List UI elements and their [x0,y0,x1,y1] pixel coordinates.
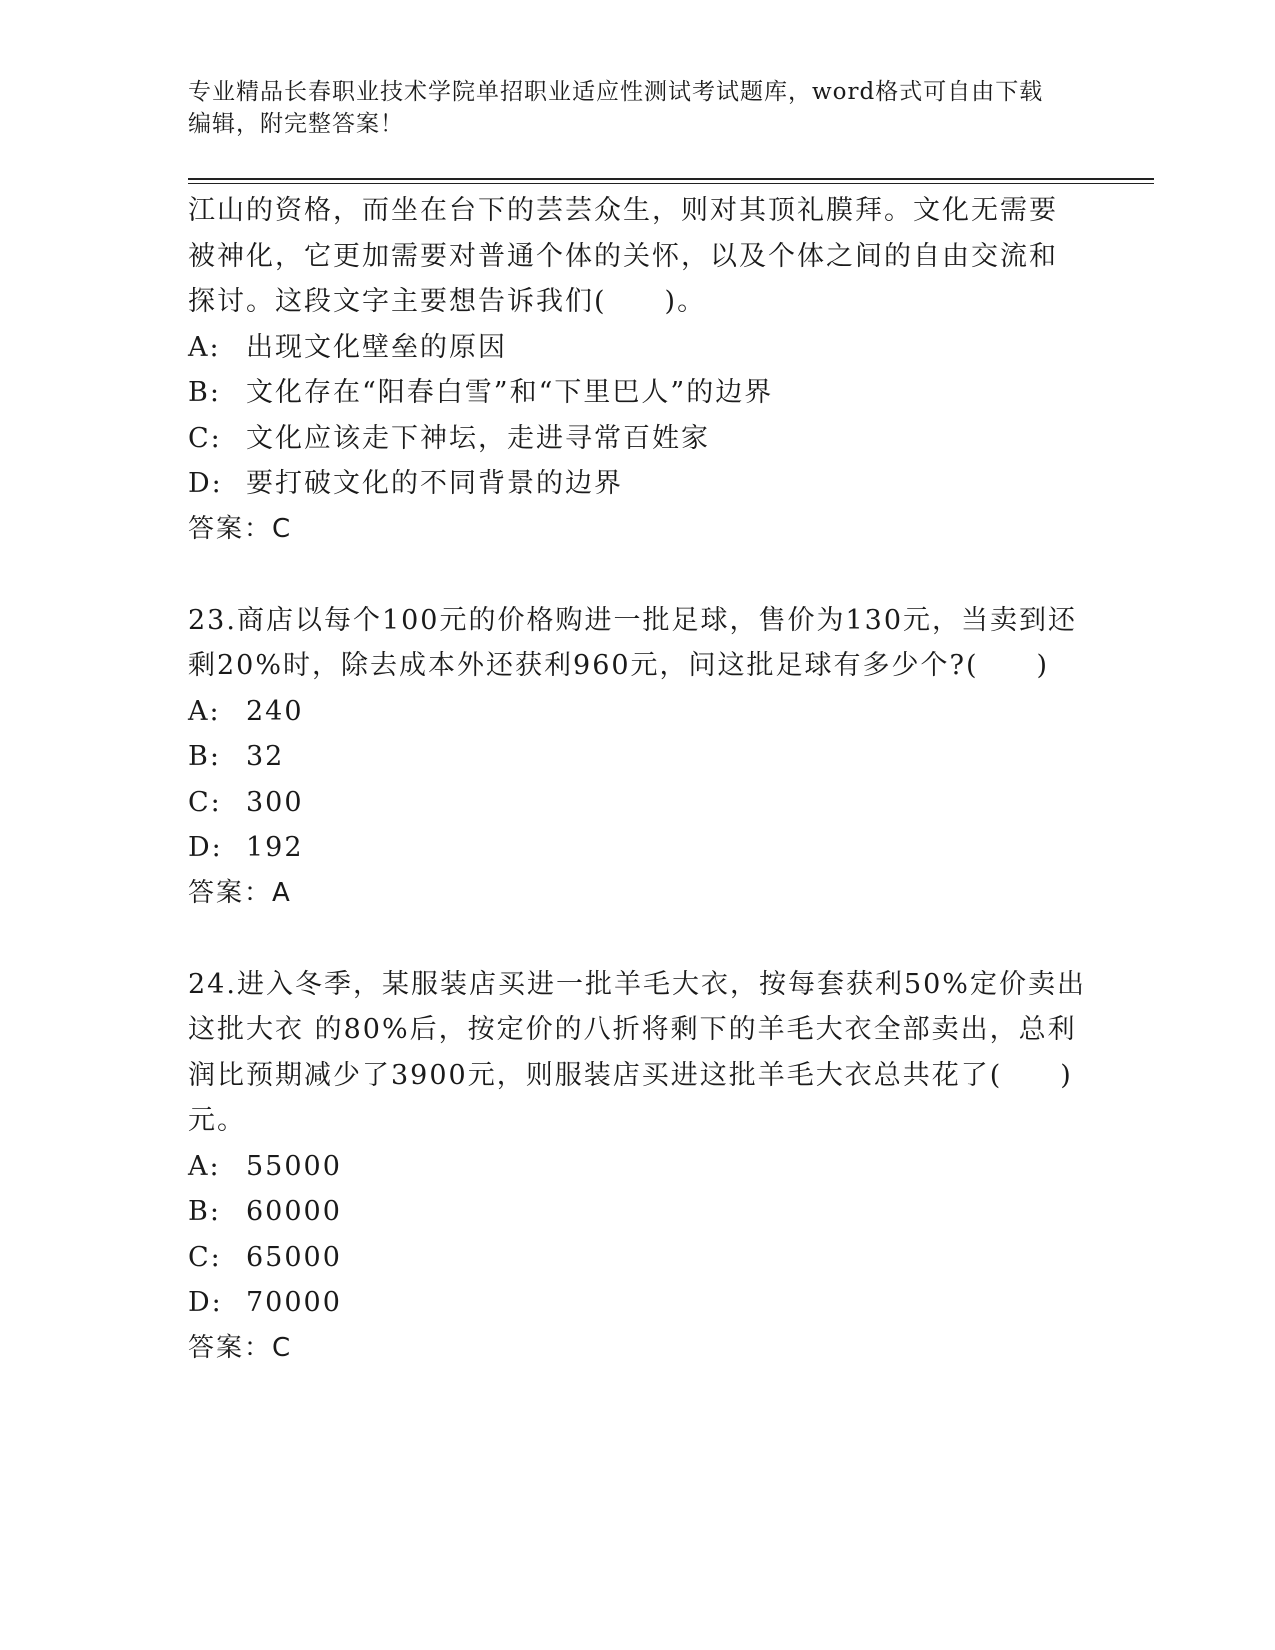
option-text: 240 [246,695,304,727]
option-letter: D: [188,832,223,863]
option-b [188,734,1088,780]
option-letter: C: [188,786,222,818]
question-content [188,188,1088,1371]
option-a [188,689,1088,735]
option-text: 出现文化壁垒的原因 [246,331,507,363]
question-text-line: 这批大衣 的80%后，按定价的八折将剩下的羊毛大衣全部卖出，总利 [188,1014,1077,1045]
option-d [188,461,1088,507]
page-header [188,76,1088,140]
option-b [188,370,1088,416]
answer-line: 答案：C [188,513,293,544]
option-letter: D: [188,468,223,499]
option-letter: C: [188,422,222,454]
question-text-line: 被神化，它更加需要对普通个体的关怀，以及个体之间的自由交流和 [188,240,1058,272]
option-text: 55000 [246,1150,342,1182]
option-text: 要打破文化的不同背景的边界 [246,468,623,499]
option-text: 60000 [246,1196,342,1227]
option-d [188,1280,1088,1326]
header-rule-thin [188,183,1154,184]
header-line-2: 编辑，附完整答案！ [188,111,404,137]
option-c [188,416,1088,462]
question-text-line: 23.商店以每个100元的价格购进一批足球，售价为130元，当卖到还 [188,604,1078,636]
question-text-line: 润比预期减少了3900元，则服装店买进这批羊毛大衣总共花了( ) [188,1059,1073,1091]
option-a [188,325,1088,371]
option-text: 32 [246,741,285,772]
option-text: 300 [246,786,304,818]
question-text-line: 24.进入冬季，某服装店买进一批羊毛大衣，按每套获利50%定价卖出 [188,968,1086,1000]
option-d [188,825,1088,871]
option-b [188,1189,1088,1235]
option-letter: B: [188,377,221,408]
option-text: 文化存在“阳春白雪”和“下里巴人”的边界 [246,377,774,408]
option-letter: A: [188,1150,221,1182]
header-line-1: 专业精品长春职业技术学院单招职业适应性测试考试题库，word格式可自由下载 [188,79,1044,105]
option-text: 文化应该走下神坛，走进寻常百姓家 [246,422,710,454]
option-letter: C: [188,1241,222,1273]
header-rule-thick [188,178,1154,180]
option-text: 192 [246,832,304,863]
option-c [188,780,1088,826]
option-a [188,1144,1088,1190]
spacer [188,552,1088,598]
answer-line: 答案：A [188,877,292,908]
option-c [188,1235,1088,1281]
question-23 [188,598,1088,917]
option-text: 65000 [246,1241,342,1273]
question-22 [188,188,1088,552]
option-letter: B: [188,741,221,772]
question-24 [188,962,1088,1372]
option-letter: D: [188,1287,223,1318]
option-letter: A: [188,695,221,727]
question-text-line: 江山的资格，而坐在台下的芸芸众生，则对其顶礼膜拜。文化无需要 [188,195,1058,226]
question-text-line: 探讨。这段文字主要想告诉我们( )。 [188,286,707,317]
option-letter: A: [188,331,221,363]
question-text-line: 元。 [188,1105,246,1136]
spacer [188,916,1088,962]
question-text-line: 剩20%时，除去成本外还获利960元，问这批足球有多少个?( ) [188,650,1050,681]
option-letter: B: [188,1196,221,1227]
answer-line: 答案：C [188,1332,293,1363]
option-text: 70000 [246,1287,342,1318]
